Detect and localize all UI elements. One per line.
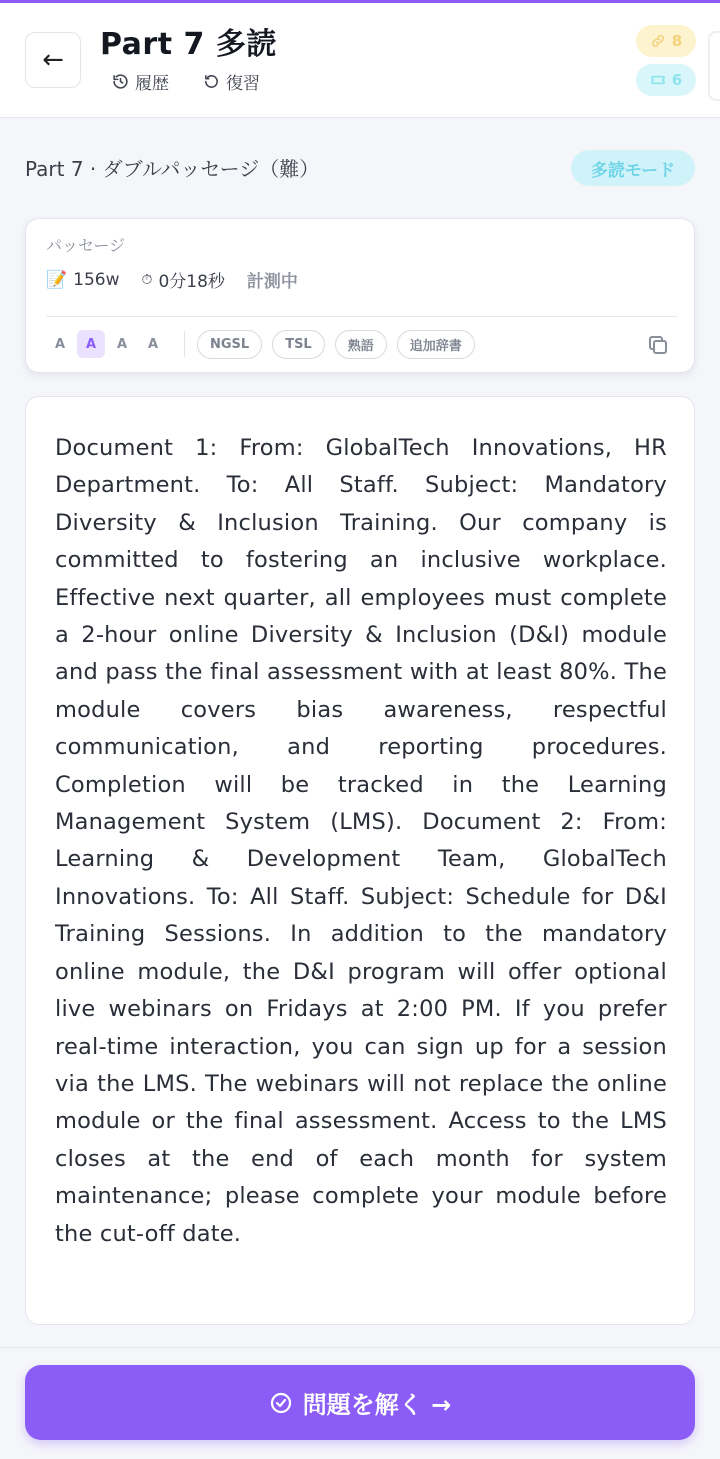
arrow-left-icon: ← — [42, 45, 64, 75]
chip-tsl[interactable]: TSL — [272, 330, 325, 359]
mode-badge[interactable]: 多読モード — [571, 150, 695, 186]
chip-idioms[interactable]: 熟語 — [335, 330, 387, 359]
history-icon — [112, 73, 129, 90]
app-header — [0, 3, 720, 118]
refresh-icon — [203, 73, 220, 90]
gold-count: 8 — [671, 32, 683, 50]
stopwatch-icon: ⏱ — [141, 271, 153, 288]
ticket-counter-badge[interactable] — [636, 64, 696, 96]
font-size-xs-button[interactable]: A — [54, 336, 66, 352]
gold-counter-badge[interactable] — [636, 25, 696, 57]
passage-text-card — [25, 396, 695, 1325]
ticket-count: 6 — [671, 71, 683, 89]
passage-text[interactable]: Document 1: From: GlobalTech Innovations, HR Department. To: All Staff. Subject: Mandatory Diversity & Inclusion Training. Our company is committed to fostering an inclusive workplace. Effective next quarter, all employees must complete a 2-hour online Diversity & Inclusion (D&I) module and pass the final assessment with at least 80%. The module covers bias awareness, respectful communication, and reporting procedures. Completion will be tracked in the Learning Management System (LMS). Document 2: From: Learning & Development Team, GlobalTech Innovations. To: All Staff. Subject: Schedule for D&I Training Sessions. In addition to the mandatory online module, the D&I program will offer optional live webinars on Fridays at 2:00 PM. If you prefer real-time interaction, you can sign up for a session via the LMS. The webinars will not replace the online module or the final assessment. Access to the LMS closes at the end of each month for system maintenance; please complete your module before the cut-off date. — [55, 435, 667, 1247]
timer-status: 計測中 — [246, 272, 298, 292]
passage-stats — [46, 267, 298, 292]
chip-extra-dictionary[interactable]: 追加辞書 — [397, 330, 475, 359]
link-icon — [650, 33, 666, 49]
solve-button-label: 問題を解く → — [302, 1391, 452, 1419]
word-count: 156w — [73, 269, 120, 290]
history-link[interactable] — [112, 69, 169, 94]
copy-icon[interactable] — [646, 333, 670, 357]
font-size-m-button[interactable]: A — [116, 336, 128, 352]
divider — [46, 316, 677, 317]
memo-icon: 📝 — [46, 269, 68, 290]
chip-ngsl[interactable]: NGSL — [197, 330, 262, 359]
elapsed-time: 0分18秒 — [158, 272, 225, 292]
review-link[interactable] — [203, 69, 260, 94]
header-links — [112, 69, 260, 94]
section-label: Part 7 · ダブルパッセージ（難） — [25, 157, 320, 181]
passage-card-title: パッセージ — [46, 236, 126, 255]
history-label: 履歴 — [135, 74, 169, 94]
check-circle-icon — [269, 1391, 293, 1415]
solve-questions-button[interactable] — [25, 1365, 695, 1440]
passage-info-card — [25, 218, 695, 373]
back-button[interactable] — [25, 32, 81, 88]
reading-toolbar — [46, 329, 485, 359]
footer-bar — [0, 1347, 720, 1459]
review-label: 復習 — [226, 74, 260, 94]
font-size-s-button[interactable]: A — [77, 330, 105, 358]
ticket-icon — [650, 72, 666, 88]
toolbar-separator — [184, 331, 185, 357]
page-title: Part 7 多読 — [100, 27, 277, 62]
word-count-stat — [46, 270, 120, 290]
timer-stat — [142, 267, 225, 292]
side-panel-handle[interactable] — [708, 31, 720, 101]
font-size-l-button[interactable]: A — [147, 336, 159, 352]
